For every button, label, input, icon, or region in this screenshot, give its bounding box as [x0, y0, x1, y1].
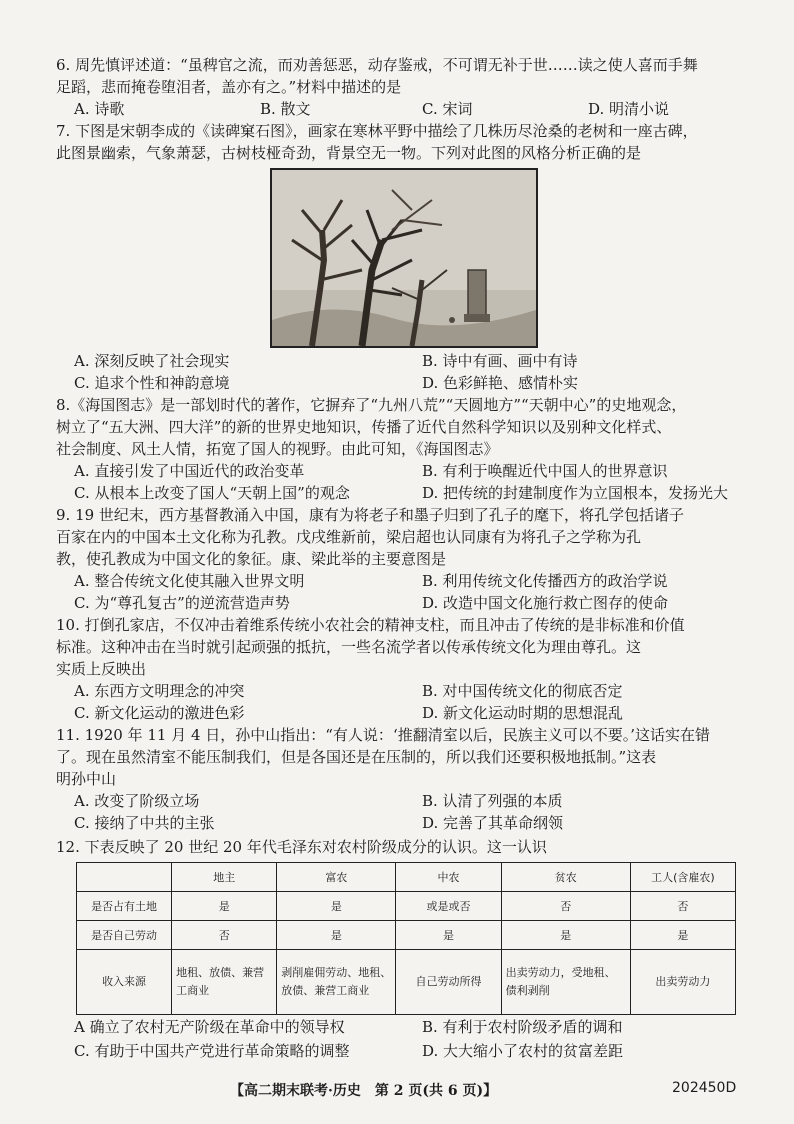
table-cell: 是 [630, 921, 735, 950]
q10-option-a[interactable]: A. 东西方文明理念的冲突 [74, 682, 245, 700]
q11-option-c[interactable]: C. 接纳了中共的主张 [74, 814, 215, 832]
q6-stem-line2: 足蹈，悲而掩卷堕泪者，盖亦有之。”材料中描述的是 [56, 78, 402, 96]
q6-stem-line1: 6. 周先慎评述道：“虽稗官之流，而劝善惩恶，动存鉴戒，不可谓无补于世……读之使人喜而手舞 [56, 56, 698, 74]
q11-option-b[interactable]: B. 认清了列强的本质 [422, 792, 563, 810]
table-cell: 是 [396, 921, 501, 950]
q10-option-b[interactable]: B. 对中国传统文化的彻底否定 [422, 682, 623, 700]
q10-option-c[interactable]: C. 新文化运动的激进色彩 [74, 704, 245, 722]
q7-option-d[interactable]: D. 色彩鲜艳、感情朴实 [422, 374, 579, 392]
table-cell: 是否占有土地 [77, 892, 172, 921]
q11-stem-line1: 11. 1920 年 11 月 4 日，孙中山指出：“有人说：‘推翻清室以后，民族主义可以不要。’这话实在错 [56, 726, 710, 744]
q7-stem-line2: 此图景幽索，气象萧瑟，古树枝桠奇劲，背景空无一物。下列对此图的风格分析正确的是 [56, 144, 642, 162]
q6-option-a[interactable]: A. 诗歌 [74, 100, 125, 118]
q9-option-c[interactable]: C. 为“尊孔复古”的逆流营造声势 [74, 594, 290, 612]
q11-option-d[interactable]: D. 完善了其革命纲领 [422, 814, 564, 832]
q12-stem-line1: 12. 下表反映了 20 世纪 20 年代毛泽东对农村阶级成分的认识。这一认识 [56, 838, 547, 856]
q10-options-row1 [74, 680, 774, 702]
table-cell: 是 [277, 892, 396, 921]
table-cell: 出卖劳动力 [630, 950, 735, 1015]
q9-options-row1 [74, 570, 774, 592]
q11-options-row2 [74, 812, 774, 834]
q7-option-b[interactable]: B. 诗中有画、画中有诗 [422, 352, 578, 370]
table-cell: 自己劳动所得 [396, 950, 501, 1015]
q7-options-row1 [74, 350, 774, 372]
q9-stem-line1: 9. 19 世纪末，西方基督教涌入中国，康有为将老子和墨子归到了孔子的麾下，将孔学包括诸子 [56, 506, 684, 524]
q7-option-a[interactable]: A. 深刻反映了社会现实 [74, 352, 230, 370]
table-header-row [77, 863, 736, 892]
table-header-cell: 富农 [277, 863, 396, 892]
q12-options-row1 [74, 1016, 774, 1038]
q7-option-c[interactable]: C. 追求个性和神韵意境 [74, 374, 230, 392]
q6-option-b[interactable]: B. 散文 [260, 100, 311, 118]
painting-figure [270, 168, 538, 348]
q10-option-d[interactable]: D. 新文化运动时期的思想混乱 [422, 704, 624, 722]
q10-stem-line2: 标准。这种冲击在当时就引起顽强的抵抗，一些名流学者以传承传统文化为理由尊孔。这 [56, 638, 642, 656]
table-cell: 或是或否 [396, 892, 501, 921]
q8-stem-line3: 社会制度、风土人情，拓宽了国人的视野。由此可知，《海国图志》 [56, 440, 499, 458]
table-row [77, 921, 736, 950]
q9-option-a[interactable]: A. 整合传统文化使其融入世界文明 [74, 572, 305, 590]
q8-option-b[interactable]: B. 有利于唤醒近代中国人的世界意识 [422, 462, 668, 480]
table-cell: 出卖劳动力，受地租、债利剥削 [501, 950, 630, 1015]
q8-stem-line2: 树立了“五大洲、四大洋”的新的世界史地知识，传播了近代自然科学知识以及别种文化样式、 [56, 418, 672, 436]
old-tree-stele-painting [272, 170, 536, 346]
q12-options-row2 [74, 1040, 774, 1062]
q11-option-a[interactable]: A. 改变了阶级立场 [74, 792, 200, 810]
q11-stem-line3: 明孙中山 [56, 770, 117, 788]
exam-code: 202450D [672, 1080, 737, 1096]
q7-options-row2 [74, 372, 774, 394]
table-header-cell: 贫农 [501, 863, 630, 892]
q8-option-c[interactable]: C. 从根本上改变了国人“天朝上国”的观念 [74, 484, 350, 502]
q6-option-d[interactable]: D. 明清小说 [588, 100, 670, 118]
q8-options-row1 [74, 460, 774, 482]
table-header-cell: 中农 [396, 863, 501, 892]
q6-options [74, 98, 774, 120]
q6-option-c[interactable]: C. 宋词 [422, 100, 473, 118]
q8-option-a[interactable]: A. 直接引发了中国近代的政治变革 [74, 462, 305, 480]
q10-stem-line3: 实质上反映出 [56, 660, 147, 678]
table-header-cell [77, 863, 172, 892]
q12-option-d[interactable]: D. 大大缩小了农村的贫富差距 [422, 1042, 624, 1060]
q8-options-row2 [74, 482, 774, 504]
q7-stem-line1: 7. 下图是宋朝李成的《读碑窠石图》，画家在寒林平野中描绘了几株历尽沧桑的老树和一座古碑， [56, 122, 698, 140]
table-cell: 否 [172, 921, 277, 950]
table-cell: 剥削雇佣劳动、地租、放债、兼营工商业 [277, 950, 396, 1015]
q9-stem-line2: 百家在内的中国本土文化称为孔教。戊戌维新前，梁启超也认同康有为将孔子之学称为孔 [56, 528, 642, 546]
q12-option-a[interactable]: A 确立了农村无产阶级在革命中的领导权 [74, 1018, 345, 1036]
table-row [77, 892, 736, 921]
table-cell: 是 [501, 921, 630, 950]
table-cell: 是 [277, 921, 396, 950]
footer-title: 【高二期末联考·历史 第 2 页(共 6 页)】 [230, 1083, 498, 1099]
q9-stem-line3: 教，使孔教成为中国文化的象征。康、梁此举的主要意图是 [56, 550, 447, 568]
table-header-cell: 工人(含雇农) [630, 863, 735, 892]
table-cell: 是否自己劳动 [77, 921, 172, 950]
table-cell: 否 [501, 892, 630, 921]
q10-stem-line1: 10. 打倒孔家店，不仅冲击着维系传统小农社会的精神支柱，而且冲击了传统的是非标准和价值 [56, 616, 685, 634]
table-cell: 是 [172, 892, 277, 921]
q8-stem-line1: 8.《海国图志》是一部划时代的著作，它摒弃了“九州八荒”“天圆地方”“天朝中心”的史地观念， [56, 396, 687, 414]
table-row [77, 950, 736, 1015]
q10-options-row2 [74, 702, 774, 724]
q9-option-b[interactable]: B. 利用传统文化传播西方的政治学说 [422, 572, 668, 590]
q12-option-c[interactable]: C. 有助于中国共产党进行革命策略的调整 [74, 1042, 350, 1060]
class-analysis-table [76, 862, 736, 1015]
q12-option-b[interactable]: B. 有利于农村阶级矛盾的调和 [422, 1018, 623, 1036]
q11-options-row1 [74, 790, 774, 812]
q9-options-row2 [74, 592, 774, 614]
table-cell: 收入来源 [77, 950, 172, 1015]
q8-option-d[interactable]: D. 把传统的封建制度作为立国根本，发扬光大 [422, 484, 729, 502]
q11-stem-line2: 了。现在虽然清室不能压制我们，但是各国还是在压制的，所以我们还要积极地抵制。”这表 [56, 748, 657, 766]
table-cell: 否 [630, 892, 735, 921]
table-header-cell: 地主 [172, 863, 277, 892]
table-cell: 地租、放债、兼营工商业 [172, 950, 277, 1015]
q9-option-d[interactable]: D. 改造中国文化施行救亡图存的使命 [422, 594, 669, 612]
